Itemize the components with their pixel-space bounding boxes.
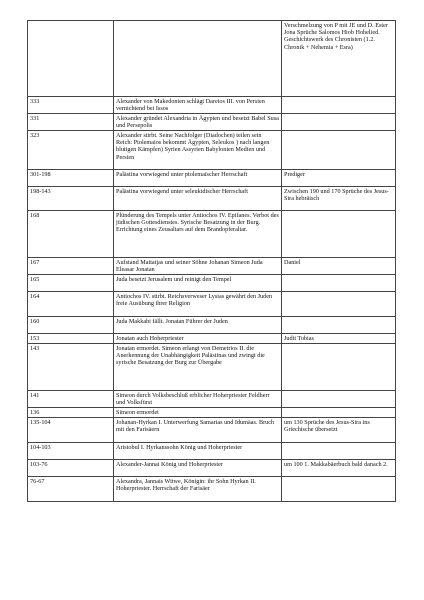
bible-text-cell-text: Verschmelzung von P mit JE und D. Ester Jona Sprüche Salomos Hiob Hohelied. Geschichtswerk des Chronisten (1.2. Chronik + Nehemia + Esra) bbox=[284, 21, 388, 51]
event-cell-text: Alexander-Jannai König und Hoherpriester bbox=[116, 460, 223, 468]
date-cell-text: 323 bbox=[30, 131, 40, 139]
event-cell-text: Johanan-Hyrkan I. Unterwerfung Samarias und Idumäas. Bruch mit den Farisäern bbox=[116, 418, 275, 433]
date-cell bbox=[28, 334, 114, 344]
event-cell bbox=[114, 317, 282, 334]
table-row bbox=[28, 275, 396, 292]
table-row bbox=[28, 187, 396, 211]
date-cell bbox=[28, 131, 114, 170]
bible-text-cell bbox=[282, 317, 396, 334]
event-cell bbox=[114, 21, 282, 97]
event-cell bbox=[114, 114, 282, 131]
event-cell-text: Jonatan auch Hoherpriester bbox=[116, 334, 184, 342]
event-cell bbox=[114, 460, 282, 477]
date-cell bbox=[28, 114, 114, 131]
event-cell bbox=[114, 275, 282, 292]
date-cell bbox=[28, 211, 114, 258]
bible-text-cell bbox=[282, 334, 396, 344]
bible-text-cell bbox=[282, 211, 396, 258]
event-cell-text: Alexander gründet Alexandria in Ägypten und besetzt Babel Susa und Persepolis bbox=[116, 114, 279, 129]
table-row bbox=[28, 170, 396, 187]
date-cell-text: 168 bbox=[30, 211, 40, 219]
bible-text-cell bbox=[282, 460, 396, 477]
event-cell-text: Plünderung des Tempels unter Antiochos IV. Epifanes. Verbot des jüdischen Gottesdienstes. Syrische Besatzung in der Burg. Errichtung eines Zeusaltars auf dem Brandopferaltar. bbox=[116, 211, 279, 234]
bible-text-cell bbox=[282, 418, 396, 443]
date-cell bbox=[28, 170, 114, 187]
date-cell-text: 160 bbox=[30, 317, 40, 325]
event-cell bbox=[114, 334, 282, 344]
bible-text-cell bbox=[282, 131, 396, 170]
date-cell bbox=[28, 275, 114, 292]
date-cell-text: 164 bbox=[30, 292, 40, 300]
bible-text-cell-text: Prediger bbox=[284, 170, 305, 178]
bible-text-cell bbox=[282, 21, 396, 97]
event-cell-text: Jonatan ermordet. Simeon erlangt von Demetrios II. die Anerkennung der Unabhängigkeit Palästinas und zwingt die syrische Besatzung der Burg zur Übergabe bbox=[116, 344, 265, 367]
table-row bbox=[28, 460, 396, 477]
table-row bbox=[28, 344, 396, 391]
event-cell bbox=[114, 443, 282, 460]
date-cell bbox=[28, 317, 114, 334]
date-cell bbox=[28, 460, 114, 477]
bible-text-cell bbox=[282, 344, 396, 391]
date-cell bbox=[28, 391, 114, 408]
table-row bbox=[28, 477, 396, 502]
date-cell-text: 136 bbox=[30, 408, 40, 416]
table-row bbox=[28, 317, 396, 334]
bible-text-cell bbox=[282, 97, 396, 114]
date-cell bbox=[28, 443, 114, 460]
event-cell bbox=[114, 477, 282, 502]
date-cell-text: 153 bbox=[30, 334, 40, 342]
table-row bbox=[28, 443, 396, 460]
date-cell-text: 104-103 bbox=[30, 443, 51, 451]
date-cell bbox=[28, 258, 114, 275]
event-cell-text: Aristobul I. Hyrkanssohn König und Hoherpriester bbox=[116, 443, 243, 451]
date-cell bbox=[28, 344, 114, 391]
event-cell bbox=[114, 391, 282, 408]
event-cell bbox=[114, 258, 282, 275]
event-cell-text: Juda besetzt Jerusalem und reinigt den Tempel bbox=[116, 275, 232, 283]
table-row bbox=[28, 334, 396, 344]
bible-text-cell bbox=[282, 292, 396, 317]
bible-text-cell bbox=[282, 408, 396, 418]
bible-text-cell bbox=[282, 391, 396, 408]
bible-text-cell bbox=[282, 114, 396, 131]
event-cell-text: Palästina vorwiegend unter ptolemaïscher Herrschaft bbox=[116, 170, 248, 178]
event-cell bbox=[114, 187, 282, 211]
event-cell bbox=[114, 170, 282, 187]
date-cell bbox=[28, 292, 114, 317]
date-cell-text: 103-76 bbox=[30, 460, 48, 468]
event-cell-text: Juda Makkabi fällt. Jonatan Führer der Juden bbox=[116, 317, 228, 325]
event-cell-text: Palästina vorwiegend unter seleukidischer Herrschaft bbox=[116, 187, 248, 195]
date-cell-text: 165 bbox=[30, 275, 40, 283]
table-row bbox=[28, 211, 396, 258]
bible-text-cell-text: um 100 1. Makkabäerbuch bald danach 2. bbox=[284, 460, 388, 468]
bible-text-cell bbox=[282, 187, 396, 211]
event-cell-text: Alexander von Makedonien schlägt Dareios III. von Persien vernichtend bei Issos bbox=[116, 97, 265, 112]
event-cell bbox=[114, 97, 282, 114]
chronology-table-body bbox=[28, 21, 396, 502]
date-cell bbox=[28, 408, 114, 418]
table-row bbox=[28, 258, 396, 275]
event-cell-text: Simeon durch Volksbeschluß erblicher Hoherpriester Feldherr und Volksfürst bbox=[116, 391, 270, 406]
bible-text-cell bbox=[282, 443, 396, 460]
event-cell-text: Alexandra, Jannais Witwe, Königin: ihr Sohn Hyrkan II. Hoherpriester. Herrschaft der Farisäer bbox=[116, 477, 256, 492]
table-row bbox=[28, 292, 396, 317]
bible-text-cell-text: Judit Tobias bbox=[284, 334, 314, 342]
bible-text-cell-text: um 130 Sprüche des Jesus-Sira ins Griechische übersetzt bbox=[284, 418, 370, 433]
date-cell-text: 331 bbox=[30, 114, 40, 122]
date-cell-text: 301-198 bbox=[30, 170, 51, 178]
event-cell bbox=[114, 408, 282, 418]
event-cell bbox=[114, 292, 282, 317]
event-cell-text: Simeon ermordet bbox=[116, 408, 159, 416]
date-cell-text: 198-143 bbox=[30, 187, 51, 195]
date-cell bbox=[28, 418, 114, 443]
event-cell bbox=[114, 418, 282, 443]
chronology-table bbox=[27, 20, 396, 502]
bible-text-cell-text: Daniel bbox=[284, 258, 301, 266]
event-cell-text: Alexander stirbt. Seine Nachfolger (Diadochen) teilen sein Reich: Ptolemaios bekommt Ägypten, Seleukos ) nach langen blutigen Kämpfen) Syrien Assyrien Babylonien Medien und Persien bbox=[116, 131, 270, 161]
bible-text-cell bbox=[282, 477, 396, 502]
table-row bbox=[28, 391, 396, 408]
event-cell bbox=[114, 131, 282, 170]
bible-text-cell bbox=[282, 258, 396, 275]
date-cell-text: 333 bbox=[30, 97, 40, 105]
table-row bbox=[28, 418, 396, 443]
table-row bbox=[28, 97, 396, 114]
date-cell-text: 135-104 bbox=[30, 418, 51, 426]
date-cell bbox=[28, 97, 114, 114]
table-row bbox=[28, 408, 396, 418]
table-row bbox=[28, 131, 396, 170]
bible-text-cell bbox=[282, 170, 396, 187]
table-row bbox=[28, 21, 396, 97]
date-cell-text: 141 bbox=[30, 391, 40, 399]
bible-text-cell-text: Zwischen 190 und 170 Sprüche des Jesus-Sira hebräisch bbox=[284, 187, 389, 202]
date-cell bbox=[28, 21, 114, 97]
date-cell-text: 76-67 bbox=[30, 477, 45, 485]
date-cell-text: 167 bbox=[30, 258, 40, 266]
date-cell bbox=[28, 477, 114, 502]
date-cell bbox=[28, 187, 114, 211]
event-cell-text: Aufstand Mattatjas und seiner Söhne Johanan Simeon Juda Eleasar Jonatan bbox=[116, 258, 263, 273]
event-cell bbox=[114, 211, 282, 258]
date-cell-text: 143 bbox=[30, 344, 40, 352]
event-cell-text: Antiochos IV. stirbt. Reichsverweser Lysias gewährt den Juden freie Ausübung ihrer Religion bbox=[116, 292, 273, 307]
bible-text-cell bbox=[282, 275, 396, 292]
table-row bbox=[28, 114, 396, 131]
event-cell bbox=[114, 344, 282, 391]
